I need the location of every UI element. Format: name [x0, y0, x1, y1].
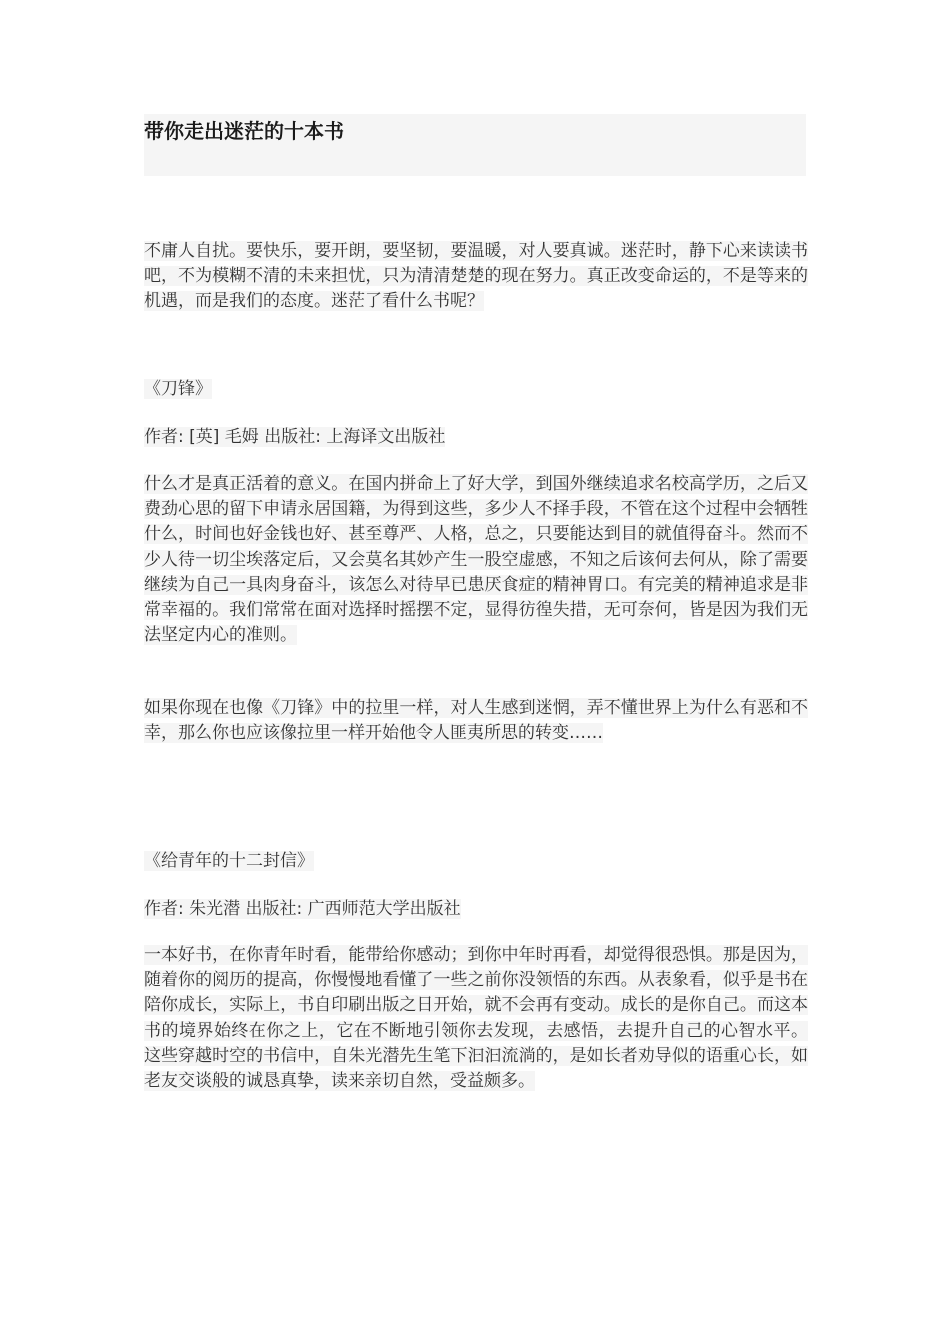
- book-2-meta: 作者: 朱光潜 出版社: 广西师范大学出版社: [144, 899, 461, 919]
- book-1-meta: 作者: [英] 毛姆 出版社: 上海译文出版社: [144, 427, 446, 447]
- book-2-title: 《给青年的十二封信》: [144, 851, 314, 871]
- book-meta: [144, 897, 461, 922]
- book-1-paragraph-1: 什么才是真正活着的意义。在国内拼命上了好大学，到国外继续追求名校高学历，之后又费劲心思的留下申请永居国籍，为得到这些，多少人不择手段，不管在这个过程中会牺牲什么，时间也好金钱也好、甚至尊严、人格，总之，只要能达到目的就值得奋斗。然而不少人待一切尘埃落定后，又会莫名其妙产生一股空虚感，不知之后该何去何从，除了需要继续为自己一具肉身奋斗，该怎么对待早已患厌食症的精神胃口。有完美的精神追求是非常幸福的。我们常常在面对选择时摇摆不定，显得彷徨失措，无可奈何，皆是因为我们无法坚定内心的准则。: [144, 474, 808, 646]
- book-paragraph: [144, 943, 808, 1094]
- book-paragraph: [144, 472, 808, 648]
- book-paragraph: [144, 696, 808, 746]
- book-1-paragraph-2: 如果你现在也像《刀锋》中的拉里一样，对人生感到迷惘，弄不懂世界上为什么有恶和不幸，那么你也应该像拉里一样开始他令人匪夷所思的转变……: [144, 698, 808, 744]
- book-meta: [144, 425, 445, 450]
- book-1-title: 《刀锋》: [144, 379, 212, 399]
- book-title: [144, 377, 212, 402]
- book-title: [144, 849, 314, 874]
- intro-paragraph: [144, 239, 808, 315]
- book-2-paragraph-1: 一本好书，在你青年时看，能带给你感动；到你中年时再看，却觉得很恐惧。那是因为，随着你的阅历的提高，你慢慢地看懂了一些之前你没领悟的东西。从表象看，似乎是书在陪你成长，实际上，书自印刷出版之日开始，就不会再有变动。成长的是你自己。而这本书的境界始终在你之上，它在不断地引领你去发现，去感悟，去提升自己的心智水平。 这些穿越时空的书信中，自朱光潜先生笔下汩汩流淌的，是如长者劝导似的语重心长，如老友交谈般的诚恳真挚，读来亲切自然，受益颇多。: [144, 945, 808, 1092]
- intro-text: 不庸人自扰。要快乐，要开朗，要坚韧，要温暖，对人要真诚。迷茫时，静下心来读读书吧，不为模糊不清的未来担忧，只为清清楚楚的现在努力。真正改变命运的，不是等来的机遇，而是我们的态度。迷茫了看什么书呢？: [144, 241, 808, 312]
- article-title: 带你走出迷茫的十本书: [144, 119, 344, 143]
